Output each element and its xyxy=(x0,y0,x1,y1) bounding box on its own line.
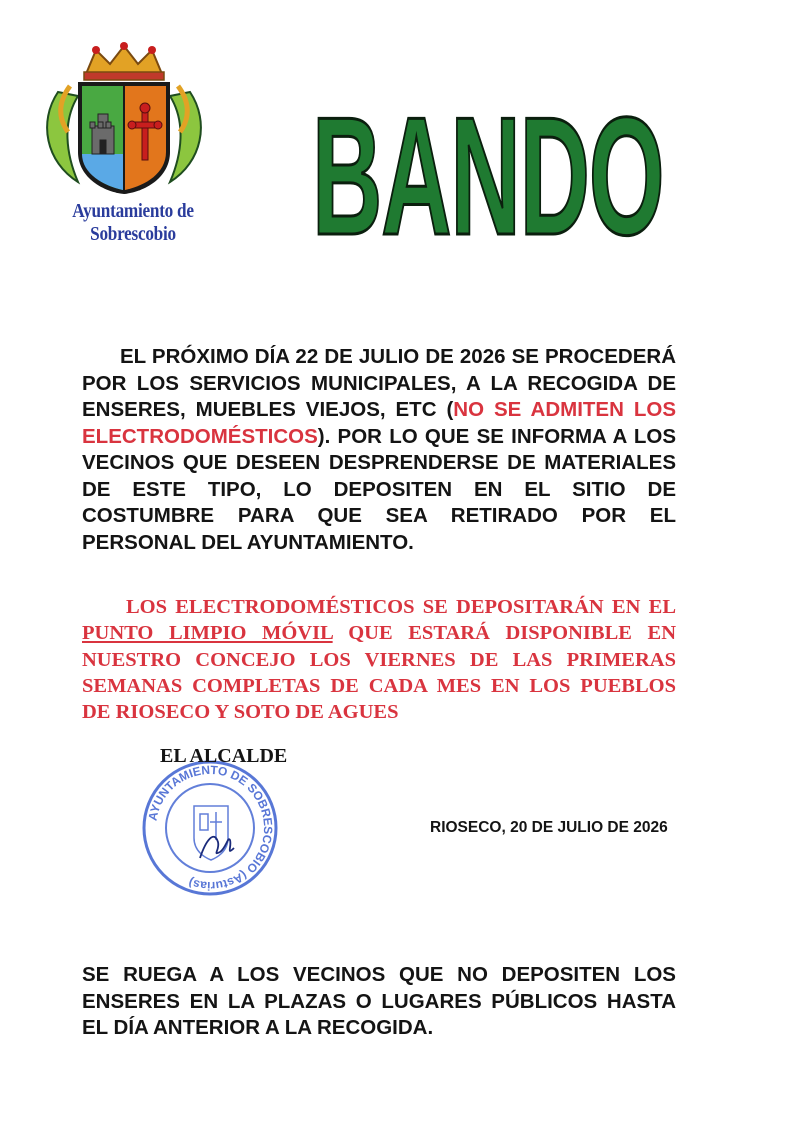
municipal-coat-of-arms-logo xyxy=(18,42,248,245)
notice-intro: EL PRÓXIMO DÍA 22 DE JULIO DE 2026 SE PROCEDERÁ POR LOS SERVICIOS MUNICIPALES, A LA RECOGIDA DE ENSERES, MUEBLES VIEJOS, ETC ( xyxy=(82,345,676,421)
notice-highlight: NO SE ADMITEN LOS ELECTRODOMÉSTICOS xyxy=(82,398,677,448)
document-title: BANDO xyxy=(312,82,664,270)
official-stamp-icon xyxy=(130,760,290,898)
punto-limpio-link-text: PUNTO LIMPIO MÓVIL xyxy=(82,622,333,645)
notice-paragraph xyxy=(82,344,676,556)
stamp-text: AYUNTAMIENTO DE SOBRESCOBIO (Asturias) xyxy=(145,762,276,894)
signature-scribble-icon xyxy=(200,837,234,858)
appliances-paragraph xyxy=(82,594,676,725)
appliances-after: QUE ESTARÁ DISPONIBLE EN NUESTRO CONCEJO LOS VIERNES DE LAS PRIMERAS SEMANAS COMPLETAS DE CADA MES EN LOS PUEBLOS DE RIOSECO Y SOTO DE AGUES xyxy=(82,622,676,724)
logo-caption: Ayuntamiento de Sobrescobio xyxy=(72,200,194,245)
coat-of-arms-icon xyxy=(18,42,248,202)
crown-icon xyxy=(84,42,164,80)
notice-outro: ). POR LO QUE SE INFORMA A LOS VECINOS QUE DESEEN DESPRENDERSE DE MATERIALES DE ESTE TIPO, LO DEPOSITEN EN EL SITIO DE COSTUMBRE PARA QUE SEA RETIRADO POR EL PERSONAL DEL AYUNTAMIENTO. xyxy=(82,424,676,554)
signatory-role: EL ALCALDE xyxy=(160,745,288,767)
appliances-before: LOS ELECTRODOMÉSTICOS SE DEPOSITARÁN EN EL xyxy=(126,596,676,618)
stamp-shield-icon xyxy=(194,806,228,860)
footer-note: SE RUEGA A LOS VECINOS QUE NO DEPOSITEN LOS ENSERES EN LA PLAZAS O LUGARES PÚBLICOS HASTA EL DÍA ANTERIOR A LA RECOGIDA. xyxy=(82,963,676,1039)
date-line: RIOSECO, 20 DE JULIO DE 2026 xyxy=(430,819,668,836)
